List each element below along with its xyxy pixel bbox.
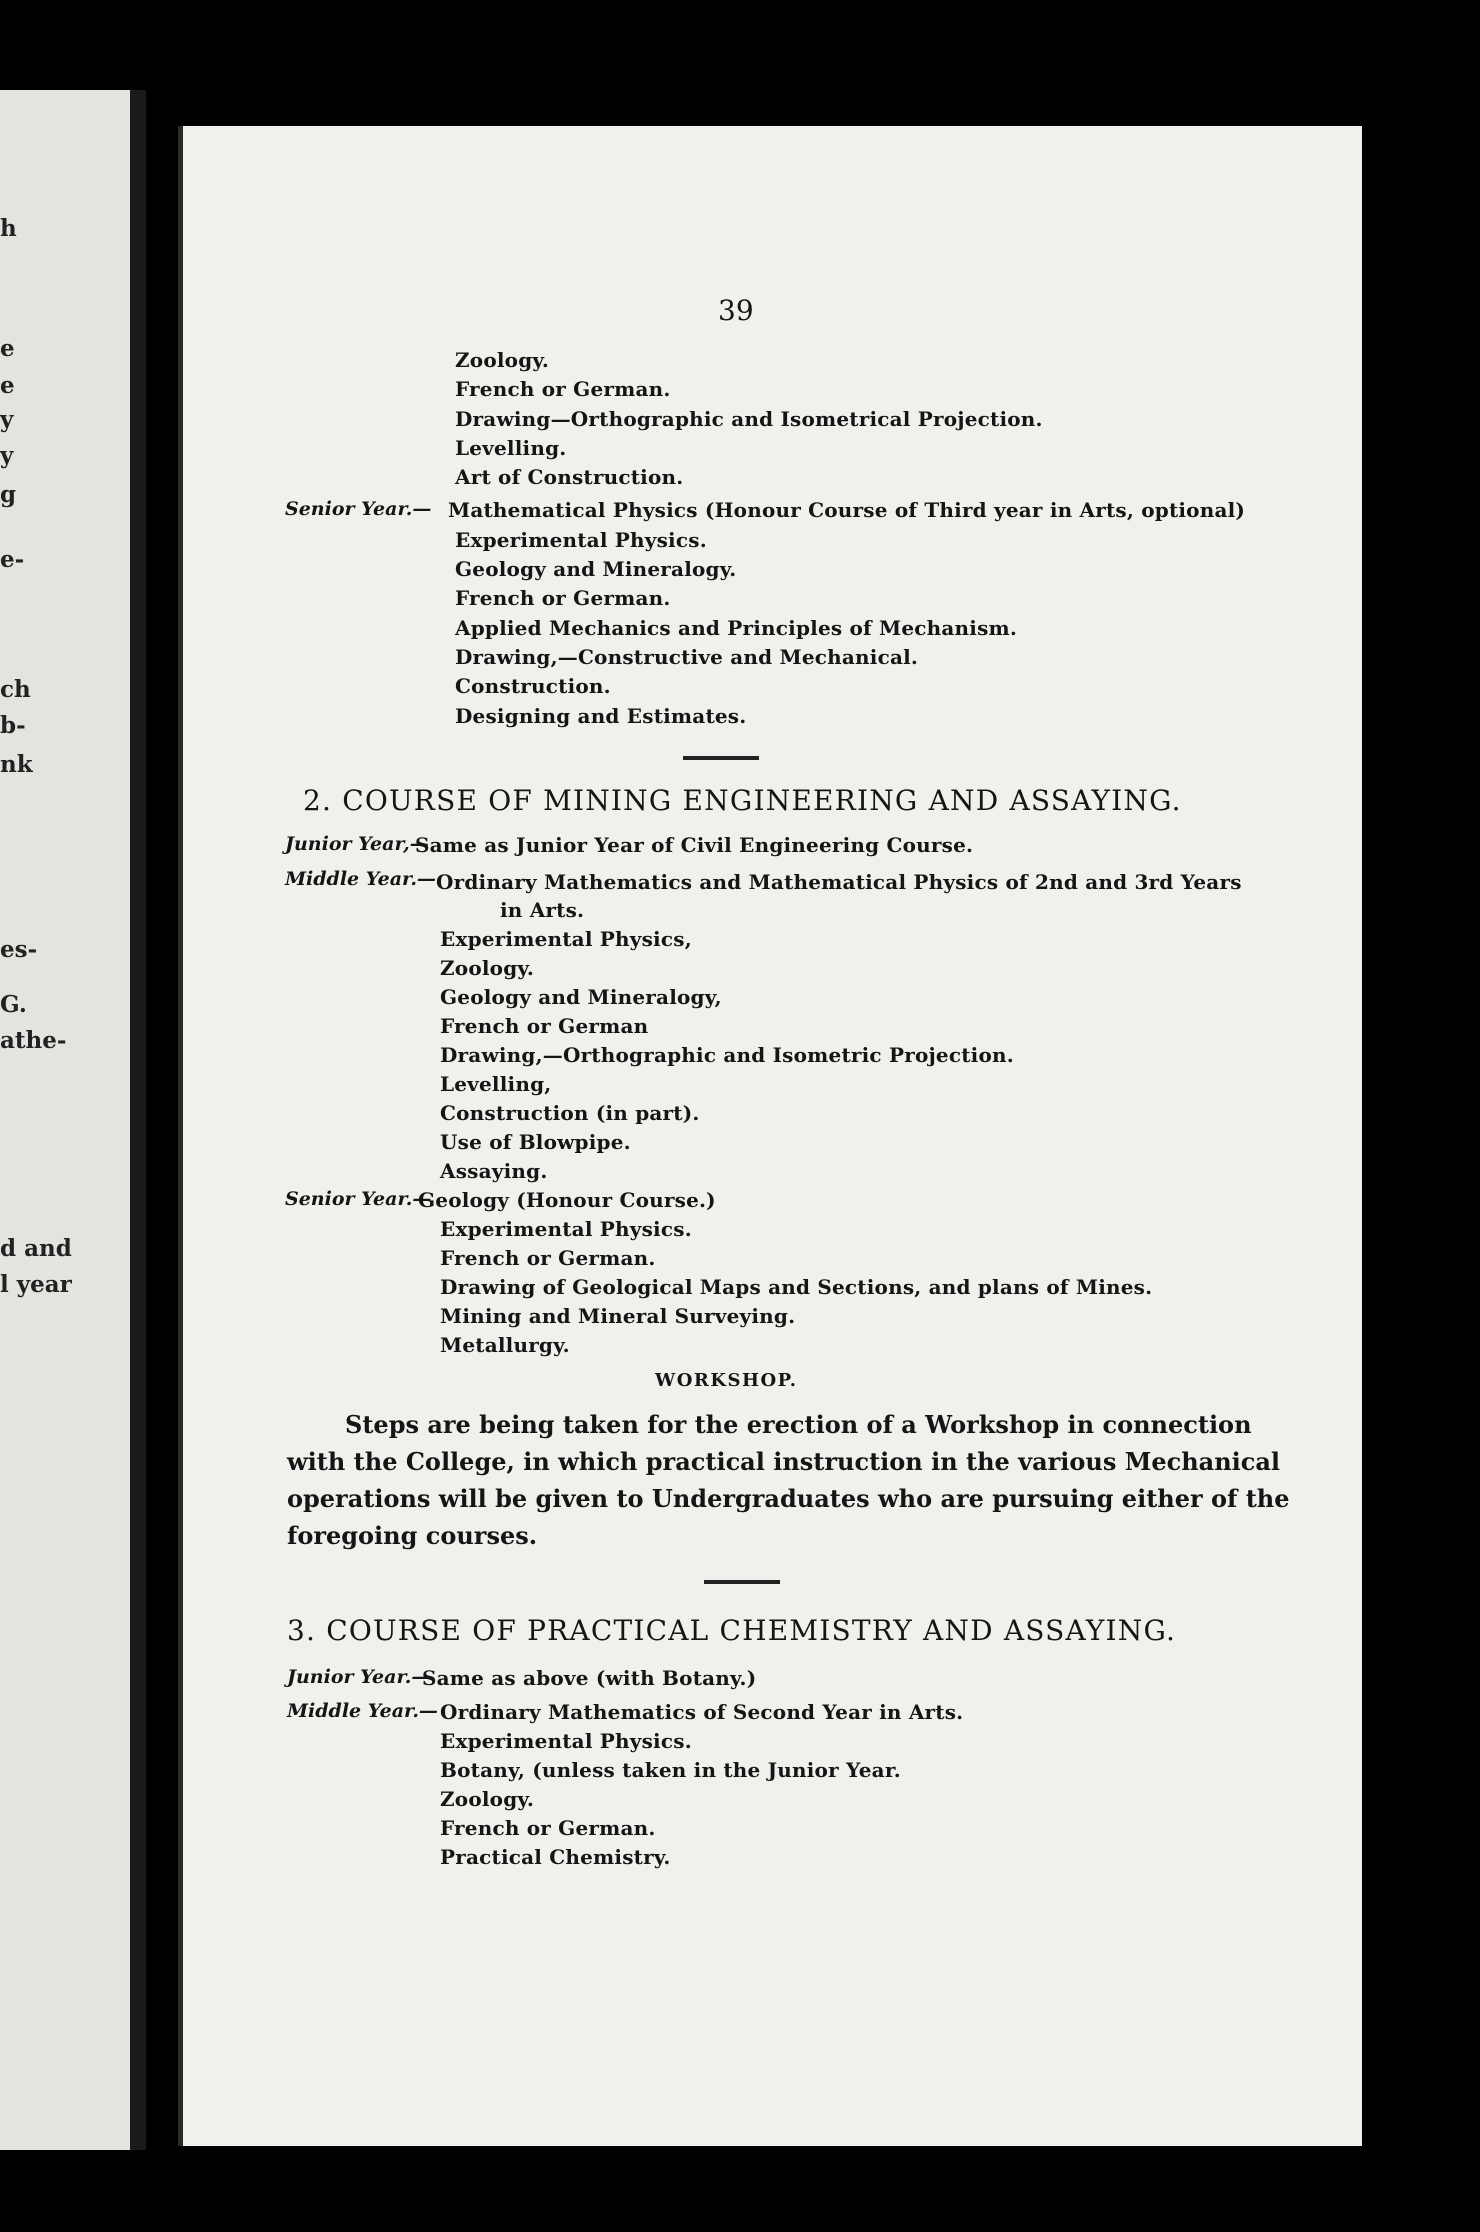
chemistry-middle-item: French or German.	[440, 1816, 656, 1840]
mining-middle-item: in Arts.	[500, 898, 585, 922]
mining-heading: 2. COURSE OF MINING ENGINEERING AND ASSAYING.	[303, 784, 1182, 817]
civil-junior-item: Art of Construction.	[455, 465, 684, 489]
facing-page-fragment: b-	[0, 712, 26, 740]
civil-junior-item: Zoology.	[455, 348, 550, 372]
facing-page-fragment: G.	[0, 990, 27, 1018]
mining-middle-item: Levelling,	[440, 1072, 552, 1096]
mining-junior-label: Junior Year,—	[285, 833, 429, 855]
facing-page-fragment: g	[0, 481, 17, 508]
facing-page-fragment: ch	[0, 676, 31, 703]
section-divider	[683, 756, 759, 760]
civil-senior-item: Construction.	[455, 674, 611, 698]
workshop-line: Steps are being taken for the erection of a Workshop in connection	[345, 1410, 1252, 1439]
mining-senior-label: Senior Year.—	[285, 1188, 432, 1210]
civil-senior-item: Geology and Mineralogy.	[455, 557, 737, 581]
mining-senior-item: French or German.	[440, 1246, 656, 1270]
civil-senior-label: Senior Year.—	[285, 498, 432, 520]
civil-senior-item: French or German.	[455, 586, 671, 610]
workshop-title: WORKSHOP.	[655, 1370, 798, 1391]
mining-senior-item: Metallurgy.	[440, 1333, 570, 1357]
facing-page-gutter	[130, 90, 146, 2150]
civil-junior-item: French or German.	[455, 377, 671, 401]
facing-page-fragment: e	[0, 371, 15, 399]
mining-senior-item: Geology (Honour Course.)	[418, 1188, 716, 1212]
mining-middle-item: Construction (in part).	[440, 1101, 700, 1125]
facing-page-fragment: d and	[0, 1235, 72, 1262]
mining-middle-item: Assaying.	[440, 1159, 548, 1183]
facing-page-fragment: l year	[0, 1271, 72, 1299]
chemistry-middle-label: Middle Year.—	[287, 1700, 438, 1722]
facing-page-fragment: h	[0, 214, 17, 242]
chemistry-junior-text: Same as above (with Botany.)	[422, 1666, 757, 1690]
civil-senior-item: Experimental Physics.	[455, 528, 707, 552]
mining-middle-item: Experimental Physics,	[440, 927, 692, 951]
mining-middle-label: Middle Year.—	[285, 868, 436, 890]
page-left-rule	[178, 126, 183, 2146]
civil-senior-item: Drawing,—Constructive and Mechanical.	[455, 645, 919, 669]
chemistry-middle-item: Zoology.	[440, 1787, 535, 1811]
mining-middle-item: Drawing,—Orthographic and Isometric Projection.	[440, 1043, 1014, 1067]
civil-junior-item: Drawing—Orthographic and Isometrical Projection.	[455, 407, 1043, 431]
facing-page-fragment: y	[0, 442, 14, 469]
facing-page-fragment: athe-	[0, 1027, 67, 1054]
civil-senior-item: Applied Mechanics and Principles of Mechanism.	[455, 616, 1018, 640]
mining-senior-item: Mining and Mineral Surveying.	[440, 1304, 796, 1328]
mining-senior-item: Experimental Physics.	[440, 1217, 692, 1241]
mining-middle-item: French or German	[440, 1014, 649, 1038]
page-number: 39	[718, 294, 754, 327]
chemistry-junior-label: Junior Year.—	[287, 1666, 431, 1688]
facing-page	[0, 90, 146, 2150]
chemistry-middle-item: Practical Chemistry.	[440, 1845, 671, 1869]
civil-junior-item: Levelling.	[455, 436, 567, 460]
facing-page-fragment: e-	[0, 546, 25, 573]
facing-page-fragment: e	[0, 335, 15, 363]
mining-middle-item: Geology and Mineralogy,	[440, 985, 722, 1009]
mining-middle-item: Use of Blowpipe.	[440, 1130, 631, 1154]
facing-page-fragment: es-	[0, 936, 38, 963]
mining-middle-item: Ordinary Mathematics and Mathematical Physics of 2nd and 3rd Years	[436, 870, 1242, 894]
workshop-line: foregoing courses.	[287, 1521, 538, 1550]
civil-senior-item: Designing and Estimates.	[455, 704, 747, 728]
chemistry-middle-item: Botany, (unless taken in the Junior Year.	[440, 1758, 901, 1782]
workshop-line: with the College, in which practical instruction in the various Mechanical	[287, 1447, 1281, 1476]
mining-middle-item: Zoology.	[440, 956, 535, 980]
mining-senior-item: Drawing of Geological Maps and Sections, and plans of Mines.	[440, 1275, 1153, 1299]
workshop-line: operations will be given to Undergraduates who are pursuing either of the	[287, 1484, 1290, 1513]
chemistry-middle-item: Experimental Physics.	[440, 1729, 692, 1753]
civil-senior-item: Mathematical Physics (Honour Course of Third year in Arts, optional)	[448, 498, 1246, 522]
mining-junior-text: Same as Junior Year of Civil Engineering Course.	[415, 833, 974, 857]
section-divider	[704, 1580, 780, 1584]
chemistry-middle-item: Ordinary Mathematics of Second Year in Arts.	[440, 1700, 964, 1724]
chemistry-heading: 3. COURSE OF PRACTICAL CHEMISTRY AND ASSAYING.	[287, 1614, 1177, 1647]
facing-page-fragment: nk	[0, 751, 33, 779]
facing-page-fragment: y	[0, 405, 14, 433]
